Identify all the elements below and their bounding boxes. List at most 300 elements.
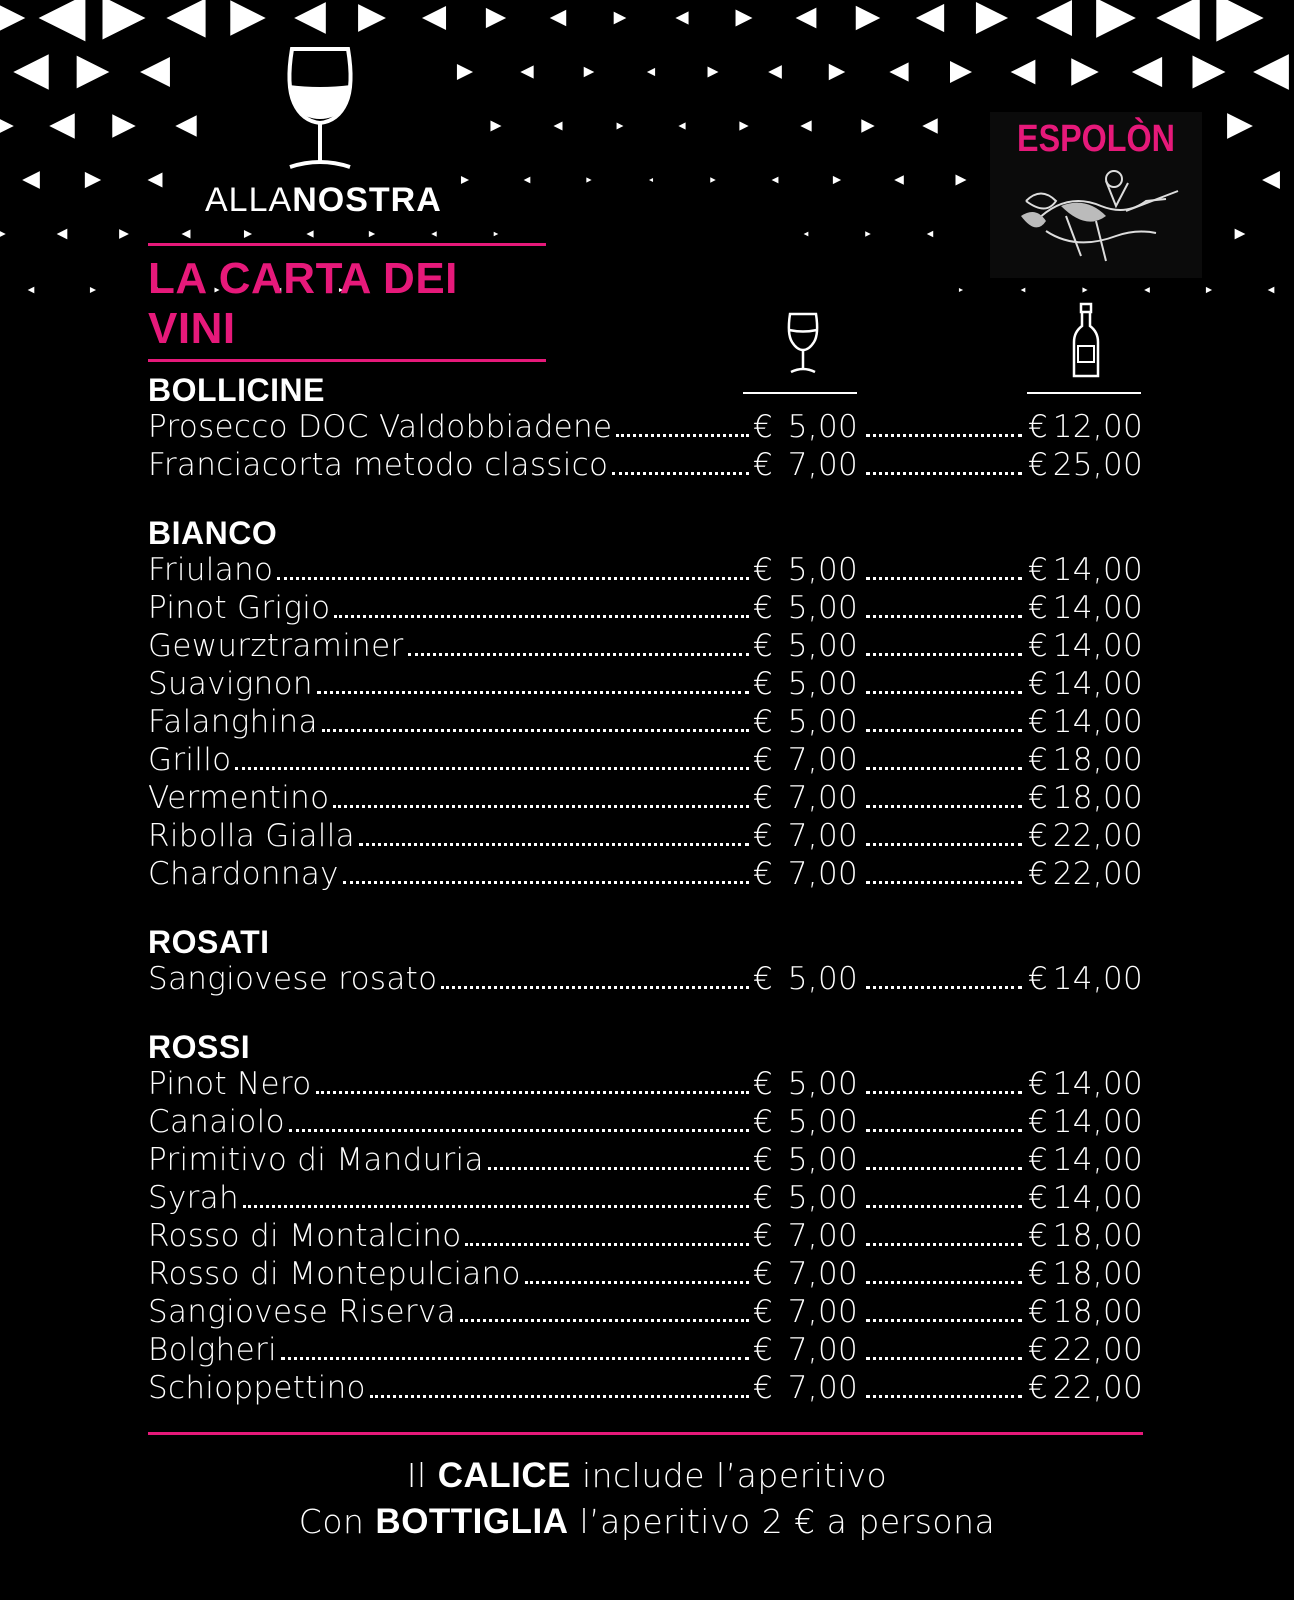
triangle-shape [1192, 55, 1225, 88]
triangle-shape [1021, 288, 1026, 293]
price-separator [858, 842, 1028, 855]
currency-symbol: € [753, 818, 774, 854]
glass-price-value: 7,00 [787, 742, 858, 778]
triangle-shape [1156, 0, 1200, 40]
section-bollicine [148, 372, 1143, 484]
leader-dots [866, 985, 1022, 989]
wine-name: Pinot Nero [148, 1066, 312, 1102]
triangle-shape [1235, 229, 1246, 240]
wine-name-cell [148, 1217, 753, 1255]
glass-price-value: 7,00 [787, 1218, 858, 1254]
wine-name-cell [148, 1331, 753, 1369]
triangle-shape [140, 57, 170, 87]
currency-symbol: € [753, 780, 774, 816]
bottle-price [1028, 1217, 1143, 1255]
wine-name: Primitivo di Manduria [148, 1142, 484, 1178]
triangle-shape [833, 176, 841, 184]
glass-price-value: 5,00 [787, 1104, 858, 1140]
triangle-shape [77, 56, 110, 89]
wine-row [148, 1141, 1143, 1179]
glass-price [753, 1179, 858, 1217]
price-separator [858, 1356, 1028, 1369]
currency-symbol: € [1028, 552, 1049, 588]
currency-symbol: € [753, 856, 774, 892]
price-separator [858, 614, 1028, 627]
triangle-shape [431, 231, 436, 236]
triangle-shape [294, 2, 326, 34]
triangle-shape [922, 118, 937, 133]
currency-symbol: € [1028, 1256, 1049, 1292]
triangle-shape [486, 8, 506, 28]
currency-symbol: € [753, 1332, 774, 1368]
wine-name: Sangiovese Riserva [148, 1294, 456, 1330]
glass-price [753, 855, 858, 893]
leader-dots [866, 1242, 1022, 1246]
wine-name: Gewurztraminer [148, 628, 404, 664]
currency-symbol: € [753, 1256, 774, 1292]
wine-row [148, 589, 1143, 627]
leader-dots [866, 1356, 1022, 1360]
wine-name: Syrah [148, 1180, 239, 1216]
leader-dots [866, 766, 1022, 770]
brand-name [205, 181, 442, 220]
triangle-shape [678, 122, 685, 129]
wine-row [148, 817, 1143, 855]
glass-price-value: 7,00 [787, 1256, 858, 1292]
wine-list [148, 372, 1143, 1438]
wine-name: Friulano [148, 552, 274, 588]
currency-symbol: € [753, 1180, 774, 1216]
price-separator [858, 1204, 1028, 1217]
glass-price [753, 1065, 858, 1103]
triangle-shape [1206, 287, 1212, 293]
triangle-shape [649, 178, 653, 182]
leader-dots [866, 1394, 1022, 1398]
bottle-price [1028, 960, 1143, 998]
glass-price [753, 1293, 858, 1331]
leader-dots [612, 471, 749, 475]
triangle-shape [1253, 54, 1289, 90]
bottle-price-value: 12,00 [1052, 409, 1143, 445]
wine-name-cell [148, 627, 753, 665]
triangle-shape [800, 120, 811, 131]
price-separator [858, 1280, 1028, 1293]
triangle-shape [182, 230, 191, 239]
glass-price-value: 5,00 [787, 1180, 858, 1216]
leader-dots [333, 804, 749, 808]
leader-dots [465, 1242, 749, 1246]
glass-price [753, 1331, 858, 1369]
bottle-price-value: 22,00 [1052, 818, 1143, 854]
wine-name-cell [148, 1141, 753, 1179]
leader-dots [866, 1166, 1022, 1170]
leader-dots [866, 1090, 1022, 1094]
bottle-price-value: 14,00 [1052, 1142, 1143, 1178]
price-separator [858, 1090, 1028, 1103]
triangle-shape [175, 115, 196, 136]
triangle-shape [554, 122, 563, 131]
wine-row [148, 1179, 1143, 1217]
bottle-price-value: 18,00 [1052, 780, 1143, 816]
leader-dots [866, 690, 1022, 694]
wine-name-cell [148, 1369, 753, 1407]
wine-name-cell [148, 960, 753, 998]
glass-price-value: 7,00 [787, 1332, 858, 1368]
glass-price-value: 5,00 [787, 628, 858, 664]
footer-line1-bold: CALICE [437, 1456, 571, 1495]
currency-symbol: € [1028, 961, 1049, 997]
price-separator [858, 576, 1028, 589]
triangle-shape [959, 288, 963, 292]
currency-symbol: € [753, 1294, 774, 1330]
bottle-price [1028, 1255, 1143, 1293]
triangle-shape [916, 4, 944, 32]
section-rossi [148, 1029, 1143, 1407]
wine-glass-logo-icon [280, 45, 360, 173]
triangle-shape [49, 113, 75, 139]
bottle-price [1028, 1065, 1143, 1103]
leader-dots [370, 1394, 749, 1398]
leader-dots [866, 1204, 1022, 1208]
leader-dots [866, 880, 1022, 884]
glass-price [753, 1217, 858, 1255]
bottle-price [1028, 627, 1143, 665]
footer-line-calice [0, 1456, 1294, 1496]
glass-price-value: 5,00 [787, 704, 858, 740]
leader-dots [334, 614, 749, 618]
leader-dots [866, 842, 1022, 846]
bottle-price-value: 14,00 [1052, 1180, 1143, 1216]
wine-name: Canaiolo [148, 1104, 285, 1140]
bottle-price-value: 14,00 [1052, 961, 1143, 997]
glass-price-value: 7,00 [787, 1294, 858, 1330]
currency-symbol: € [1028, 1370, 1049, 1406]
leader-dots [289, 1128, 749, 1132]
price-separator [858, 1318, 1028, 1331]
triangle-shape [0, 112, 14, 140]
currency-symbol: € [753, 1218, 774, 1254]
wine-name-cell [148, 1293, 753, 1331]
bottle-price-value: 22,00 [1052, 1332, 1143, 1368]
currency-symbol: € [1028, 1218, 1049, 1254]
leader-dots [243, 1204, 749, 1208]
wine-name: Vermentino [148, 780, 330, 816]
leader-dots [343, 880, 749, 884]
currency-symbol: € [1028, 780, 1049, 816]
triangle-shape [119, 229, 129, 239]
glass-price [753, 817, 858, 855]
price-separator [858, 1242, 1028, 1255]
wine-row [148, 703, 1143, 741]
price-separator [858, 690, 1028, 703]
wine-name-cell [148, 408, 753, 446]
wine-row [148, 665, 1143, 703]
leader-dots [525, 1280, 749, 1284]
bottle-price-value: 14,00 [1052, 552, 1143, 588]
leader-dots [460, 1318, 749, 1322]
bottle-price [1028, 1103, 1143, 1141]
rooster-skeleton-illustration-icon [1006, 161, 1186, 271]
triangle-shape [1268, 287, 1275, 294]
leader-dots [866, 1128, 1022, 1132]
bottle-price [1028, 446, 1143, 484]
triangle-shape [524, 177, 531, 184]
bottle-price-value: 25,00 [1052, 447, 1143, 483]
glass-price-value: 5,00 [787, 1066, 858, 1102]
triangle-shape [369, 231, 375, 237]
triangle-shape [617, 123, 624, 130]
glass-price [753, 589, 858, 627]
price-separator [858, 652, 1028, 665]
bottle-price [1028, 1141, 1143, 1179]
wine-name: Bolgheri [148, 1332, 277, 1368]
triangle-shape [1262, 171, 1280, 189]
footer-line-bottiglia [0, 1502, 1294, 1542]
brand-name-bold: NOSTRA [292, 181, 442, 219]
leader-dots [866, 804, 1022, 808]
triangle-shape [358, 4, 386, 32]
bottle-price-value: 18,00 [1052, 1218, 1143, 1254]
triangle-shape [1216, 0, 1263, 42]
footer-line2-bold: BOTTIGLIA [375, 1502, 569, 1541]
wine-name: Pinot Grigio [148, 590, 331, 626]
price-separator [858, 728, 1028, 741]
glass-price [753, 741, 858, 779]
glass-price-value: 7,00 [787, 1370, 858, 1406]
triangle-shape [0, 0, 25, 43]
triangle-shape [148, 173, 163, 188]
wine-row [148, 627, 1143, 665]
bottle-price [1028, 665, 1143, 703]
triangle-shape [230, 0, 265, 35]
triangle-shape [586, 177, 591, 182]
wine-name-cell [148, 1065, 753, 1103]
wine-name-cell [148, 446, 753, 484]
triangle-shape [889, 62, 908, 81]
bottle-price [1028, 589, 1143, 627]
currency-symbol: € [753, 666, 774, 702]
bottle-price [1028, 1179, 1143, 1217]
currency-symbol: € [1028, 704, 1049, 740]
wine-name: Schioppettino [148, 1370, 366, 1406]
glass-price-value: 5,00 [787, 552, 858, 588]
currency-symbol: € [753, 1066, 774, 1102]
triangle-shape [865, 231, 871, 237]
leader-dots [281, 1356, 749, 1360]
triangle-shape [422, 6, 446, 30]
triangle-shape [244, 230, 252, 238]
wine-name-cell [148, 703, 753, 741]
page-title: LA CARTA DEI VINI [148, 254, 458, 353]
glass-price [753, 627, 858, 665]
wine-name-cell [148, 551, 753, 589]
section-title: ROSATI [148, 924, 270, 960]
wine-row [148, 741, 1143, 779]
glass-price [753, 960, 858, 998]
section-bianco [148, 515, 1143, 893]
triangle-shape [461, 176, 469, 184]
currency-symbol: € [753, 590, 774, 626]
currency-symbol: € [753, 1370, 774, 1406]
bottle-price-value: 14,00 [1052, 1104, 1143, 1140]
wine-name: Rosso di Montepulciano [148, 1256, 521, 1292]
leader-dots [866, 614, 1022, 618]
glass-price [753, 1103, 858, 1141]
currency-symbol: € [1028, 856, 1049, 892]
triangle-shape [861, 119, 874, 132]
glass-price-value: 7,00 [787, 818, 858, 854]
currency-symbol: € [753, 1142, 774, 1178]
triangle-shape [28, 287, 35, 294]
triangle-shape [490, 120, 501, 131]
wine-row [148, 1217, 1143, 1255]
currency-symbol: € [753, 704, 774, 740]
bottle-price-value: 18,00 [1052, 742, 1143, 778]
triangle-shape [710, 177, 715, 182]
leader-dots [866, 1318, 1022, 1322]
section-title: ROSSI [148, 1029, 251, 1065]
glass-price [753, 446, 858, 484]
bottle-price [1028, 408, 1143, 446]
triangle-shape [804, 232, 809, 237]
currency-symbol: € [1028, 1294, 1049, 1330]
price-separator [858, 1128, 1028, 1141]
wine-name: Falanghina [148, 704, 318, 740]
glass-price [753, 703, 858, 741]
triangle-shape [736, 10, 753, 27]
triangle-shape [1082, 287, 1087, 292]
triangle-shape [0, 228, 6, 240]
wine-name-cell [148, 779, 753, 817]
leader-dots [235, 766, 749, 770]
espolon-sponsor-logo [990, 112, 1202, 278]
wine-row [148, 446, 1143, 484]
glass-price [753, 1141, 858, 1179]
triangle-shape [1071, 58, 1098, 85]
price-separator [858, 985, 1028, 998]
leader-dots [359, 842, 749, 846]
triangle-shape [1227, 113, 1253, 139]
wine-glass-icon [783, 300, 823, 378]
glass-price-value: 5,00 [787, 1142, 858, 1178]
glass-price-value: 5,00 [787, 590, 858, 626]
section-title: BOLLICINE [148, 372, 325, 408]
leader-dots [277, 576, 749, 580]
triangle-shape [1144, 287, 1150, 293]
glass-price [753, 408, 858, 446]
bottle-price-value: 22,00 [1052, 856, 1143, 892]
currency-symbol: € [1028, 666, 1049, 702]
triangle-shape [950, 61, 972, 83]
currency-symbol: € [1028, 1066, 1049, 1102]
currency-symbol: € [753, 552, 774, 588]
wine-row [148, 1331, 1143, 1369]
alla-nostra-logo [205, 45, 442, 220]
footer-rule [148, 1432, 1143, 1435]
wine-name: Ribolla Gialla [148, 818, 355, 854]
bottle-price [1028, 1293, 1143, 1331]
footer-line1-pre: Il [406, 1456, 438, 1495]
triangle-shape [22, 171, 40, 189]
leader-dots [866, 728, 1022, 732]
currency-symbol: € [1028, 1180, 1049, 1216]
price-separator [858, 1394, 1028, 1407]
price-separator [858, 766, 1028, 779]
wine-name: Suavignon [148, 666, 313, 702]
wine-name-cell [148, 855, 753, 893]
bottle-price-value: 14,00 [1052, 590, 1143, 626]
price-separator [858, 1166, 1028, 1179]
triangle-shape [520, 65, 533, 78]
currency-symbol: € [753, 447, 774, 483]
currency-symbol: € [1028, 590, 1049, 626]
currency-symbol: € [1028, 409, 1049, 445]
wine-row [148, 551, 1143, 589]
triangle-shape [584, 67, 595, 78]
wine-name-cell [148, 1179, 753, 1217]
leader-dots [316, 1090, 749, 1094]
wine-name: Prosecco DOC Valdobbiadene [148, 409, 613, 445]
currency-symbol: € [1028, 742, 1049, 778]
bottle-price-value: 14,00 [1052, 704, 1143, 740]
triangle-shape [166, 0, 205, 38]
bottle-price [1028, 741, 1143, 779]
price-separator [858, 433, 1028, 446]
triangle-shape [829, 64, 845, 80]
bottle-price [1028, 779, 1143, 817]
triangle-shape [927, 231, 933, 237]
triangle-shape [494, 232, 499, 237]
bottle-price [1028, 817, 1143, 855]
currency-symbol: € [1028, 628, 1049, 664]
triangle-shape [856, 6, 881, 31]
triangle-shape [768, 65, 782, 79]
wine-row [148, 779, 1143, 817]
triangle-shape [90, 287, 96, 293]
wine-row [148, 960, 1143, 998]
price-separator [858, 471, 1028, 484]
triangle-shape [772, 177, 779, 184]
triangle-shape [1011, 60, 1036, 85]
footer-line1-post: include l’aperitivo [570, 1456, 888, 1495]
bottle-price-value: 14,00 [1052, 1066, 1143, 1102]
wine-name-cell [148, 1255, 753, 1293]
glass-price [753, 1369, 858, 1407]
leader-dots [322, 728, 749, 732]
triangle-shape [894, 175, 904, 185]
wine-name-cell [148, 741, 753, 779]
triangle-shape [976, 2, 1008, 34]
wine-row [148, 1255, 1143, 1293]
price-separator [858, 804, 1028, 817]
currency-symbol: € [753, 742, 774, 778]
leader-dots [866, 1280, 1022, 1284]
bottle-price [1028, 1369, 1143, 1407]
triangle-shape [112, 114, 135, 137]
menu-title-block [148, 243, 546, 362]
triangle-shape [102, 0, 145, 40]
wine-row [148, 1293, 1143, 1331]
leader-dots [866, 576, 1022, 580]
wine-name: Sangiovese rosato [148, 961, 438, 997]
bottle-price [1028, 551, 1143, 589]
currency-symbol: € [1028, 818, 1049, 854]
bottle-price [1028, 703, 1143, 741]
triangle-shape [57, 229, 68, 240]
bottle-price-value: 18,00 [1052, 1294, 1143, 1330]
leader-dots [866, 652, 1022, 656]
title-bottom-rule [148, 359, 546, 362]
